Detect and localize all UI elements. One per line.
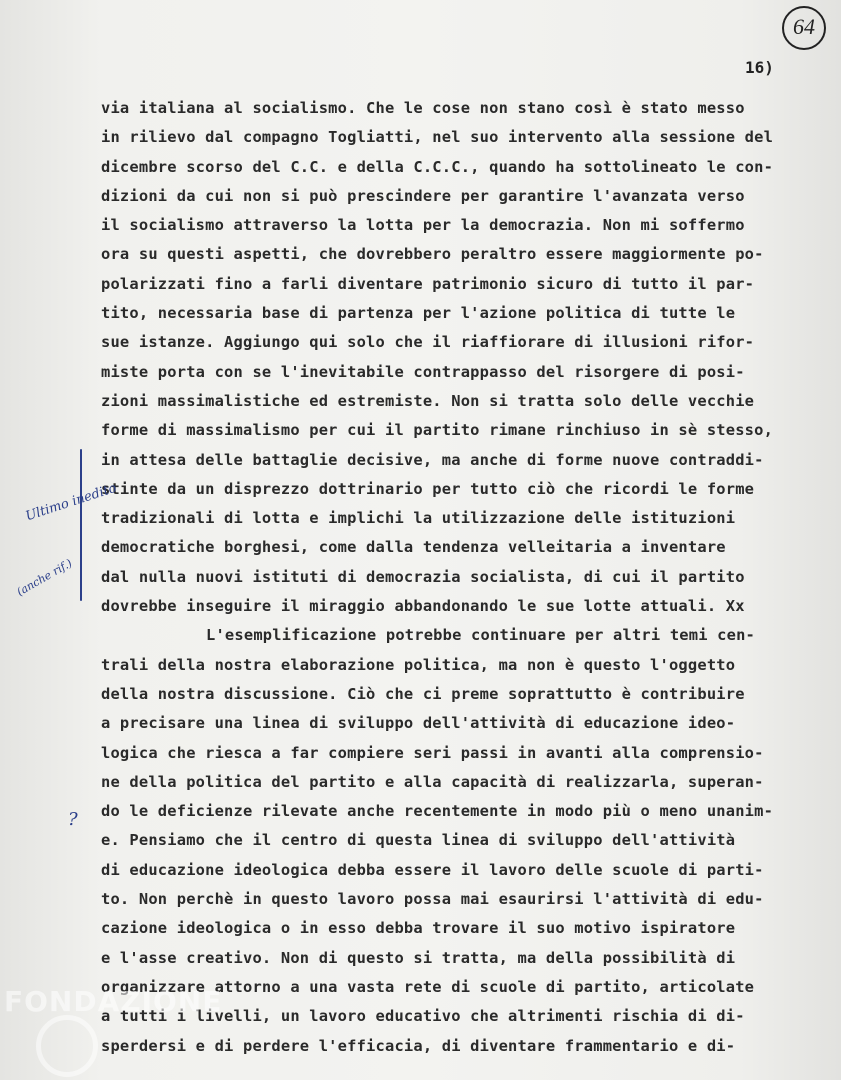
margin-marker-line xyxy=(80,449,82,601)
text-line: dovrebbe inseguire il miraggio abbandonando le sue lotte attuali. Xx xyxy=(101,597,745,616)
text-line: stinte da un disprezzo dottrinario per tutto ciò che ricordi le forme xyxy=(101,479,755,498)
text-line: il socialismo attraverso la lotta per la democrazia. Non mi soffermo xyxy=(101,216,745,235)
text-line: ne della politica del partito e alla capacità di realizzarla, superan- xyxy=(101,772,764,791)
text-line: cazione ideologica o in esso debba trovare il suo motivo ispiratore xyxy=(101,919,736,938)
text-line: tradizionali di lotta e implichi la utilizzazione delle istituzioni xyxy=(101,509,736,528)
text-line: via italiana al socialismo. Che le cose non stano così è stato messo xyxy=(101,99,745,117)
text-line: e. Pensiamo che il centro di questa linea di sviluppo dell'attività xyxy=(101,831,736,850)
text-line: a precisare una linea di sviluppo dell'attività di educazione ideo- xyxy=(101,714,736,733)
text-line: organizzare attorno a una vasta rete di scuole di partito, articolate xyxy=(101,977,755,996)
text-line: della nostra discussione. Ciò che ci preme soprattutto è contribuire xyxy=(101,684,745,703)
text-line: polarizzati fino a farli diventare patrimonio sicuro di tutto il par- xyxy=(101,274,755,293)
text-line: a tutti i livelli, un lavoro educativo che altrimenti rischia di di- xyxy=(101,1007,745,1026)
text-line: trali della nostra elaborazione politica, ma non è questo l'oggetto xyxy=(101,655,736,674)
text-line: dicembre scorso del C.C. e della C.C.C., quando ha sottolineato le con- xyxy=(101,157,774,176)
page-number: 16) xyxy=(745,58,774,77)
text-line: zioni massimalistiche ed estremiste. Non si tratta solo delle vecchie xyxy=(101,391,755,410)
typed-text-body xyxy=(101,94,816,1061)
text-line: di educazione ideologica debba essere il lavoro delle scuole di parti- xyxy=(101,860,764,879)
text-line: sue istanze. Aggiungo qui solo che il riaffiorare di illusioni rifor- xyxy=(101,333,755,352)
text-line: logica che riesca a far compiere seri passi in avanti alla comprensio- xyxy=(101,743,764,762)
watermark-logo-icon xyxy=(36,1015,98,1077)
margin-question-mark: ? xyxy=(68,809,78,830)
archive-watermark: FONDAZIONE xyxy=(4,985,223,1018)
text-line: dizioni da cui non si può prescindere per garantire l'avanzata verso xyxy=(101,186,745,205)
text-line: miste porta con se l'inevitabile contrappasso del risorgere di posi- xyxy=(101,362,745,381)
text-line: democratiche borghesi, come dalla tendenza velleitaria a inventare xyxy=(101,538,726,557)
paragraph-1 xyxy=(101,94,816,621)
text-line: forme di massimalismo per cui il partito rimane rinchiuso in sè stesso, xyxy=(101,421,774,440)
text-line: in attesa delle battaglie decisive, ma anche di forme nuove contraddi- xyxy=(101,450,764,469)
text-line: to. Non perchè in questo lavoro possa mai esaurirsi l'attività di edu- xyxy=(101,890,764,909)
text-line: do le deficienze rilevate anche recentemente in modo più o meno unanim- xyxy=(101,802,774,821)
text-line: sperdersi e di perdere l'efficacia, di diventare frammentario e di- xyxy=(101,1036,736,1055)
text-line: ora su questi aspetti, che dovrebbero peraltro essere maggiormente po- xyxy=(101,245,764,264)
text-line: L'esemplificazione potrebbe continuare per altri temi cen- xyxy=(206,626,756,645)
margin-note-handwritten: (anche rif.) xyxy=(14,556,75,599)
text-line: dal nulla nuovi istituti di democrazia socialista, di cui il partito xyxy=(101,567,745,586)
text-line: e l'asse creativo. Non di questo si tratta, ma della possibilità di xyxy=(101,948,736,967)
margin-note-handwritten: Ultimo inedito xyxy=(23,480,119,525)
text-line: in rilievo dal compagno Togliatti, nel suo intervento alla sessione del xyxy=(101,128,774,147)
text-line: tito, necessaria base di partenza per l'azione politica di tutte le xyxy=(101,304,736,323)
archive-number-stamp: 64 xyxy=(782,6,826,50)
